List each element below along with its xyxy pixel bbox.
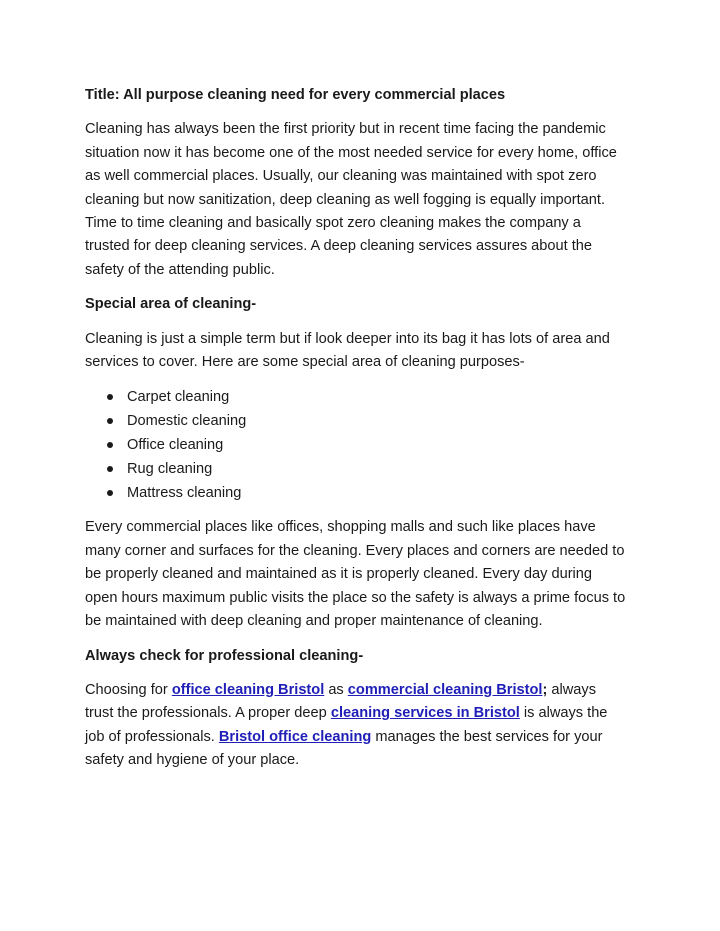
list-item-label: Rug cleaning (127, 461, 213, 478)
text-run: as (324, 681, 348, 698)
bullet-icon (107, 442, 113, 448)
text-run: Choosing for (85, 681, 172, 698)
text-run: always trust the professionals. A proper deep (85, 681, 596, 722)
bullet-icon (107, 394, 113, 400)
text-run: is always the job of professionals. (85, 705, 608, 745)
professional-cleaning-paragraph (85, 679, 628, 773)
text-run: ; (542, 681, 548, 698)
list-item-label: Mattress cleaning (127, 485, 242, 502)
bullet-icon (107, 418, 113, 424)
intro-paragraph: Cleaning has always been the first priority but in recent time facing the pandemic situation now it has become one of the most needed service for every home, office as well commercial places. Usually, our cleaning was maintained with spot zero cleaning but now sanitization, deep cleaning as well fogging is equally important. Time to time cleaning and basically spot zero cleaning makes the company a trusted for deep cleaning services. A deep cleaning services assures about the safety of the attending public. (85, 121, 617, 278)
list-item (107, 481, 628, 505)
special-area-paragraph: Cleaning is just a simple term but if look deeper into its bag it has lots of area and services to cover. Here are some special area of cleaning purposes- (85, 330, 610, 371)
list-item (107, 409, 628, 433)
link-office-cleaning-bristol[interactable]: office cleaning Bristol (171, 681, 325, 698)
text-run: manages the best services for your safety and hygiene of your place. (85, 728, 603, 769)
cleaning-services-list (85, 385, 628, 505)
document-title: Title: All purpose cleaning need for every commercial places (85, 87, 506, 103)
list-item (107, 433, 628, 457)
link-cleaning-services-in-bristol[interactable]: cleaning services in Bristol (330, 705, 520, 722)
link-commercial-cleaning-bristol[interactable]: commercial cleaning Bristol (347, 681, 543, 698)
commercial-places-paragraph: Every commercial places like offices, shopping malls and such like places have many corner and surfaces for the cleaning. Every places and corners are needed to be properly cleaned and maintained as it is properly cleaned. Every day during open hours maximum public visits the place so the safety is always a prime focus to be maintained with deep cleaning and proper maintenance of cleaning. (85, 519, 626, 630)
bullet-icon (107, 466, 113, 472)
list-item (107, 457, 628, 481)
section-heading-professional-cleaning: Always check for professional cleaning- (85, 647, 364, 664)
section-heading-special-area: Special area of cleaning- (85, 296, 257, 313)
link-bristol-office-cleaning[interactable]: Bristol office cleaning (218, 728, 372, 745)
list-item-label: Carpet cleaning (127, 389, 230, 406)
list-item-label: Office cleaning (127, 437, 224, 454)
list-item (107, 385, 628, 409)
list-item-label: Domestic cleaning (127, 413, 247, 430)
bullet-icon (107, 490, 113, 496)
